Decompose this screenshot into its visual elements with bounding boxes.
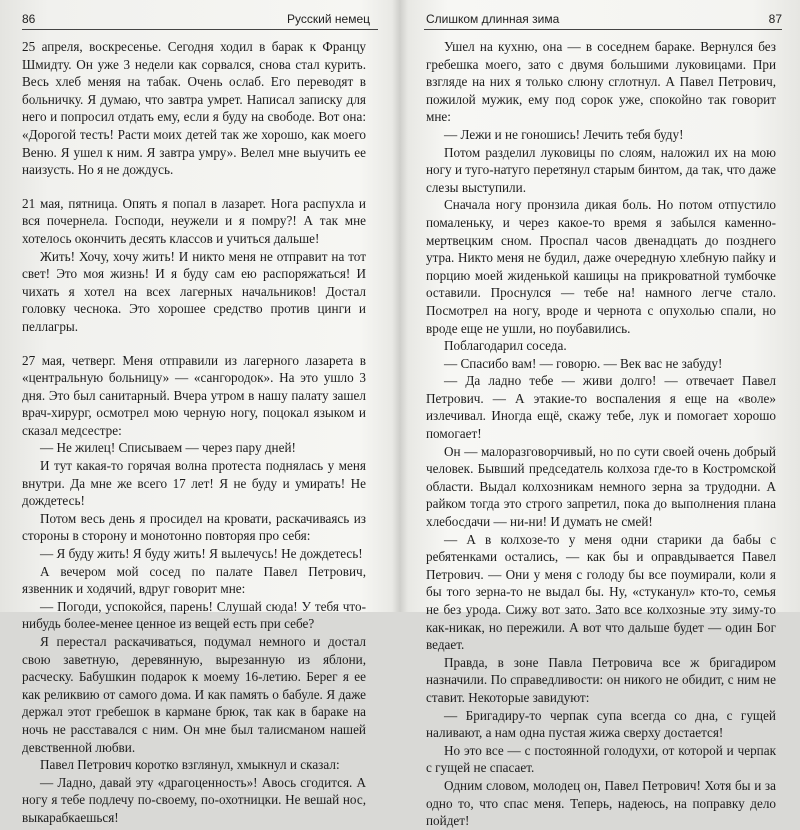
- diary-entry-paragraph: 21 мая, пятница. Опять я попал в лазарет. Нога распухла и вся почернела. Господи, неужели и я помру?! А так мне хотелось окончить десять классов и учиться дальше!: [22, 195, 366, 246]
- left-page: [0, 0, 396, 825]
- header-rule: [424, 29, 782, 30]
- paragraph: Ушел на кухню, она — в соседнем бараке. Вернулся без гребешка моего, зато с двумя большими луковицами. При взгляде на них я только слюну сглотнул. А Павел Петрович, пожилой мужик, ему под сорок уже, спокойно так говорит мне:: [426, 39, 776, 125]
- left-page-header: [22, 12, 378, 30]
- paragraph: Поблагодарил соседа.: [444, 338, 567, 354]
- diary-entry-paragraph: 25 апреля, воскресенье. Сегодня ходил в барак к Францу Шмидту. Он уже 3 недели как сорвался, снова стал курить. Весь хлеб меняя на табак. Очень ослаб. Его переводят в больничку. Я думаю, что завтра умрет. Написал записку для него и попросил отдать ему, если я буду на свободе. Вот она: «Дорогой тесть! Расти моих детей так же хорошо, как моего Веню. Я ушел к ним. Я завтра умру». Велел мне выучить ее наизусть. Но я не дождусь.: [22, 39, 366, 178]
- paragraph: Сначала ногу пронзила дикая боль. Но потом отпустило помаленьку, и через какое-то время я забылся каменно-мертвецким сном. Проспал часов двенадцать до позднего утра. Никто меня не будил, даже очередную хлебную пайку и порцию моей жиденькой кашицы на прикроватной тумбочке оставили. Проснулся — тебе на! намного легче стало. Посмотрел на ногу, вроде и чернота с опухолью спали, но вроде еще не ушли, но поубавились.: [426, 197, 776, 336]
- diary-entry-paragraph: 27 мая, четверг. Меня отправили из лагерного лазарета в «центральную больницу» — «сангородок». На это ушло 3 дня. Это был санитарный. Вчера утром в нашу палату зашел врач-хирург, осмотрел мою черную ногу, поцокал языком и сказал медсестре:: [22, 352, 366, 438]
- dialogue-line: — Не жилец! Списываем — через пару дней!: [40, 440, 296, 456]
- running-title: Русский немец: [287, 12, 370, 26]
- paragraph: Правда, в зоне Павла Петровича все ж бригадиром назначили. По справедливости: он никого не обидит, с ним не ставит. Некоторые завидуют:: [426, 654, 776, 705]
- right-page-header: [424, 12, 782, 30]
- right-page: [404, 0, 800, 829]
- running-title: Слишком длинная зима: [426, 12, 560, 26]
- paragraph: А вечером мой сосед по палате Павел Петрович, язвенник и ходячий, вдруг говорит мне:: [22, 563, 366, 597]
- header-rule: [22, 29, 378, 30]
- paragraph: Потом весь день я просидел на кровати, раскачиваясь из стороны в сторону и монотонно повторяя про себя:: [22, 510, 366, 544]
- paragraph: Потом разделил луковицы по слоям, наложил их на мою ногу и туго-натуго перетянул старым бинтом, да так, что даже слезы выступили.: [426, 144, 776, 195]
- dialogue-line: — Ладно, давай эту «драгоценность»! Авось сгодится. А ногу я тебе подлечу по-своему, по-охотницки. Не вешай нос, выкарабкаешься!: [22, 774, 366, 825]
- dialogue-line: — Я буду жить! Я буду жить! Я вылечусь! Не дождетесь!: [40, 546, 363, 562]
- paragraph: Павел Петрович коротко взглянул, хмыкнул и сказал:: [40, 757, 340, 773]
- paragraph: Одним словом, молодец он, Павел Петрович! Хотя бы и за одно то, что спас меня. Теперь, надеюсь, на поправку дело пойдет!: [426, 777, 776, 829]
- page-number: 86: [22, 12, 36, 26]
- dialogue-line: — Погоди, успокойся, парень! Слушай сюда! У тебя что-нибудь более-менее ценное из вещей есть при себе?: [22, 598, 366, 632]
- paragraph: Я перестал раскачиваться, подумал немного и достал свою заветную, деревянную, вырезанную из яблони, расческу. Бабушкин подарок к моему 16-летию. Берег я ее как реликвию от самого дома. И как память о бабуле. Я даже держал этот гребешок в кармане брюк, так как в бараке на ночь не расставался с ним. Он мне был талисманом нашей девственной любви.: [22, 634, 366, 755]
- page-number: 87: [768, 12, 782, 26]
- dialogue-line: — Бригадиру-то черпак супа всегда со дна, с гущей наливают, а нам одна пустая жижа сверху достается!: [426, 707, 776, 741]
- dialogue-line: — Лежи и не гоношись! Лечить тебя буду!: [444, 126, 684, 142]
- paragraph: И тут какая-то горячая волна протеста поднялась у меня внутри. Да мне же всего 17 лет! Я не буду и умирать! Не дождетесь!: [22, 458, 366, 509]
- paragraph: Но это все — с постоянной голодухи, от которой и черпак с гущей не спасает.: [426, 742, 776, 776]
- paragraph: Он — малоразговорчивый, но по сути своей очень добрый человек. Бывший председатель колхоза где-то в Костромской области. Выдал колхозникам немного зерна за трудодни. А райком тогда это строго запретил, пока до выполнения плана хлебосдачи — ни-ни! И думать не смей!: [426, 443, 776, 530]
- dialogue-line: — А в колхозе-то у меня одни старики да бабы с ребятенками остались, — как бы и оправдывается Павел Петрович. — Они у меня с голоду бы все поумирали, коли я бы того зерна-то не выдал бы. Ну, «стуканул» кто-то, семья не без урода. Сижу вот зато. Зато все колхозные эту зиму-то как-никак, но пережили. А вот что дальше будет — один Бог ведает.: [426, 531, 776, 653]
- dialogue-line: — Да ладно тебе — живи долго! — отвечает Павел Петрович. — А этакие-то воспаления я еще на «воле» излечивал. Иногда ещё, скажу тебе, лук и помогает хорошо помогает!: [426, 373, 776, 442]
- right-page-text: [426, 38, 776, 830]
- paragraph: Жить! Хочу, хочу жить! И никто меня не отправит на тот свет! Это моя жизнь! И я буду сам ею распоряжаться! И чихать я хотел на всех лагерных начальников! Достал головку чеснока. Это хорошее средство против цинги и пеллагры.: [22, 248, 366, 334]
- left-page-text: [22, 38, 366, 827]
- dialogue-line: — Спасибо вам! — говорю. — Век вас не забуду!: [444, 355, 723, 371]
